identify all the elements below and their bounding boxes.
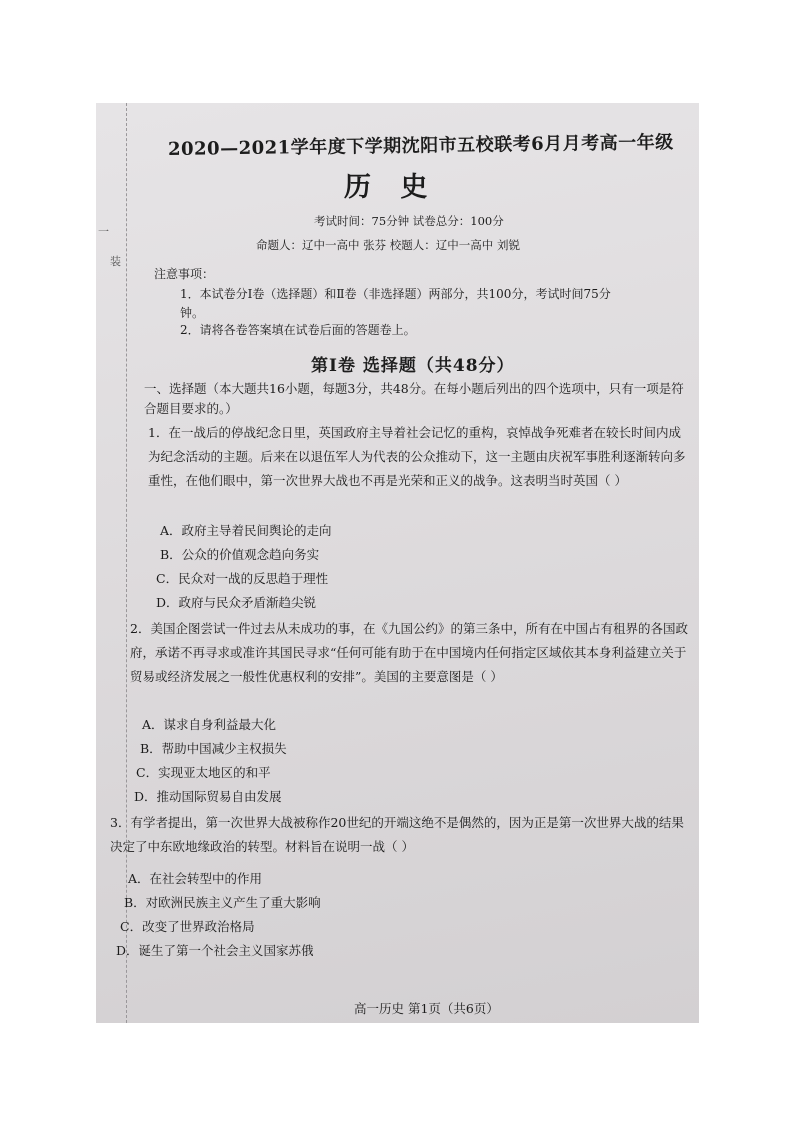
question-option: C．民众对一战的反思趋于理性 xyxy=(156,571,329,586)
notice-heading: 注意事项： xyxy=(154,267,215,281)
question-option: C．实现亚太地区的和平 xyxy=(136,765,271,780)
exam-title: 2020—2021学年度下学期沈阳市五校联考6月月考高一年级 xyxy=(167,131,674,160)
question-option: D．诞生了第一个社会主义国家苏俄 xyxy=(116,943,314,958)
exam-time-score: 考试时间：75分钟 试卷总分：100分 xyxy=(314,214,504,228)
question-option: B．帮助中国减少主权损失 xyxy=(140,741,287,756)
question-option: A．谋求自身利益最大化 xyxy=(142,717,277,732)
question-stem: 1．在一战后的停战纪念日里，英国政府主导着社会记忆的重构，哀悼战争死难者在较长时间内成为纪念活动的主题。后来在以退伍军人为代表的公众推动下，这一主题由庆祝军事胜利逐渐转向多重性，在他们眼中，第一次世界大战也不再是光荣和正义的战争。这表明当时英国（ ） xyxy=(148,425,686,488)
question-option: B．对欧洲民族主义产生了重大影响 xyxy=(124,895,321,910)
gutter-mark: 装 xyxy=(110,255,121,268)
subject-heading: 历 史 xyxy=(344,172,438,203)
section-title: 第Ⅰ卷 选择题（共48分） xyxy=(311,356,515,376)
section-instruction: 一、选择题（本大题共16小题，每题3分，共48分。在每小题后列出的四个选项中，只有一项是符合题目要求的。） xyxy=(144,381,684,416)
question-stem: 2．美国企图尝试一件过去从未成功的事，在《九国公约》的第三条中，所有在中国占有租界的各国政府，承诺不再寻求或准许其国民寻求“任何可能有助于在中国境内任何指定区域依其本身利益建立关于贸易或经济发展之一般性优惠权利的安排”。美国的主要意图是（ ） xyxy=(130,621,688,684)
exam-paper-photo xyxy=(96,103,699,1023)
binding-line xyxy=(126,103,127,1023)
notice-item: 1．本试卷分Ⅰ卷（选择题）和Ⅱ卷（非选择题）两部分，共100分，考试时间75分钟。 xyxy=(180,287,611,320)
question-option: B．公众的价值观念趋向务实 xyxy=(160,547,320,562)
question-stem: 3．有学者提出，第一次世界大战被称作20世纪的开端这绝不是偶然的，因为正是第一次世界大战的结果决定了中东欧地缘政治的转型。材料旨在说明一战（ ） xyxy=(110,815,684,854)
gutter-mark: 一 xyxy=(98,225,109,238)
question-option: D．政府与民众矛盾渐趋尖锐 xyxy=(156,595,317,610)
page-footer: 高一历史 第1页（共6页） xyxy=(354,1001,499,1016)
exam-authors: 命题人：辽中一高中 张芬 校题人：辽中一高中 刘锐 xyxy=(256,238,520,252)
question-option: C．改变了世界政治格局 xyxy=(120,919,255,934)
question-option: A．政府主导着民间舆论的走向 xyxy=(160,523,332,538)
notice-item: 2．请将各卷答案填在试卷后面的答题卷上。 xyxy=(180,323,416,337)
question-option: D．推动国际贸易自由发展 xyxy=(134,789,282,804)
question-option: A．在社会转型中的作用 xyxy=(128,871,263,886)
